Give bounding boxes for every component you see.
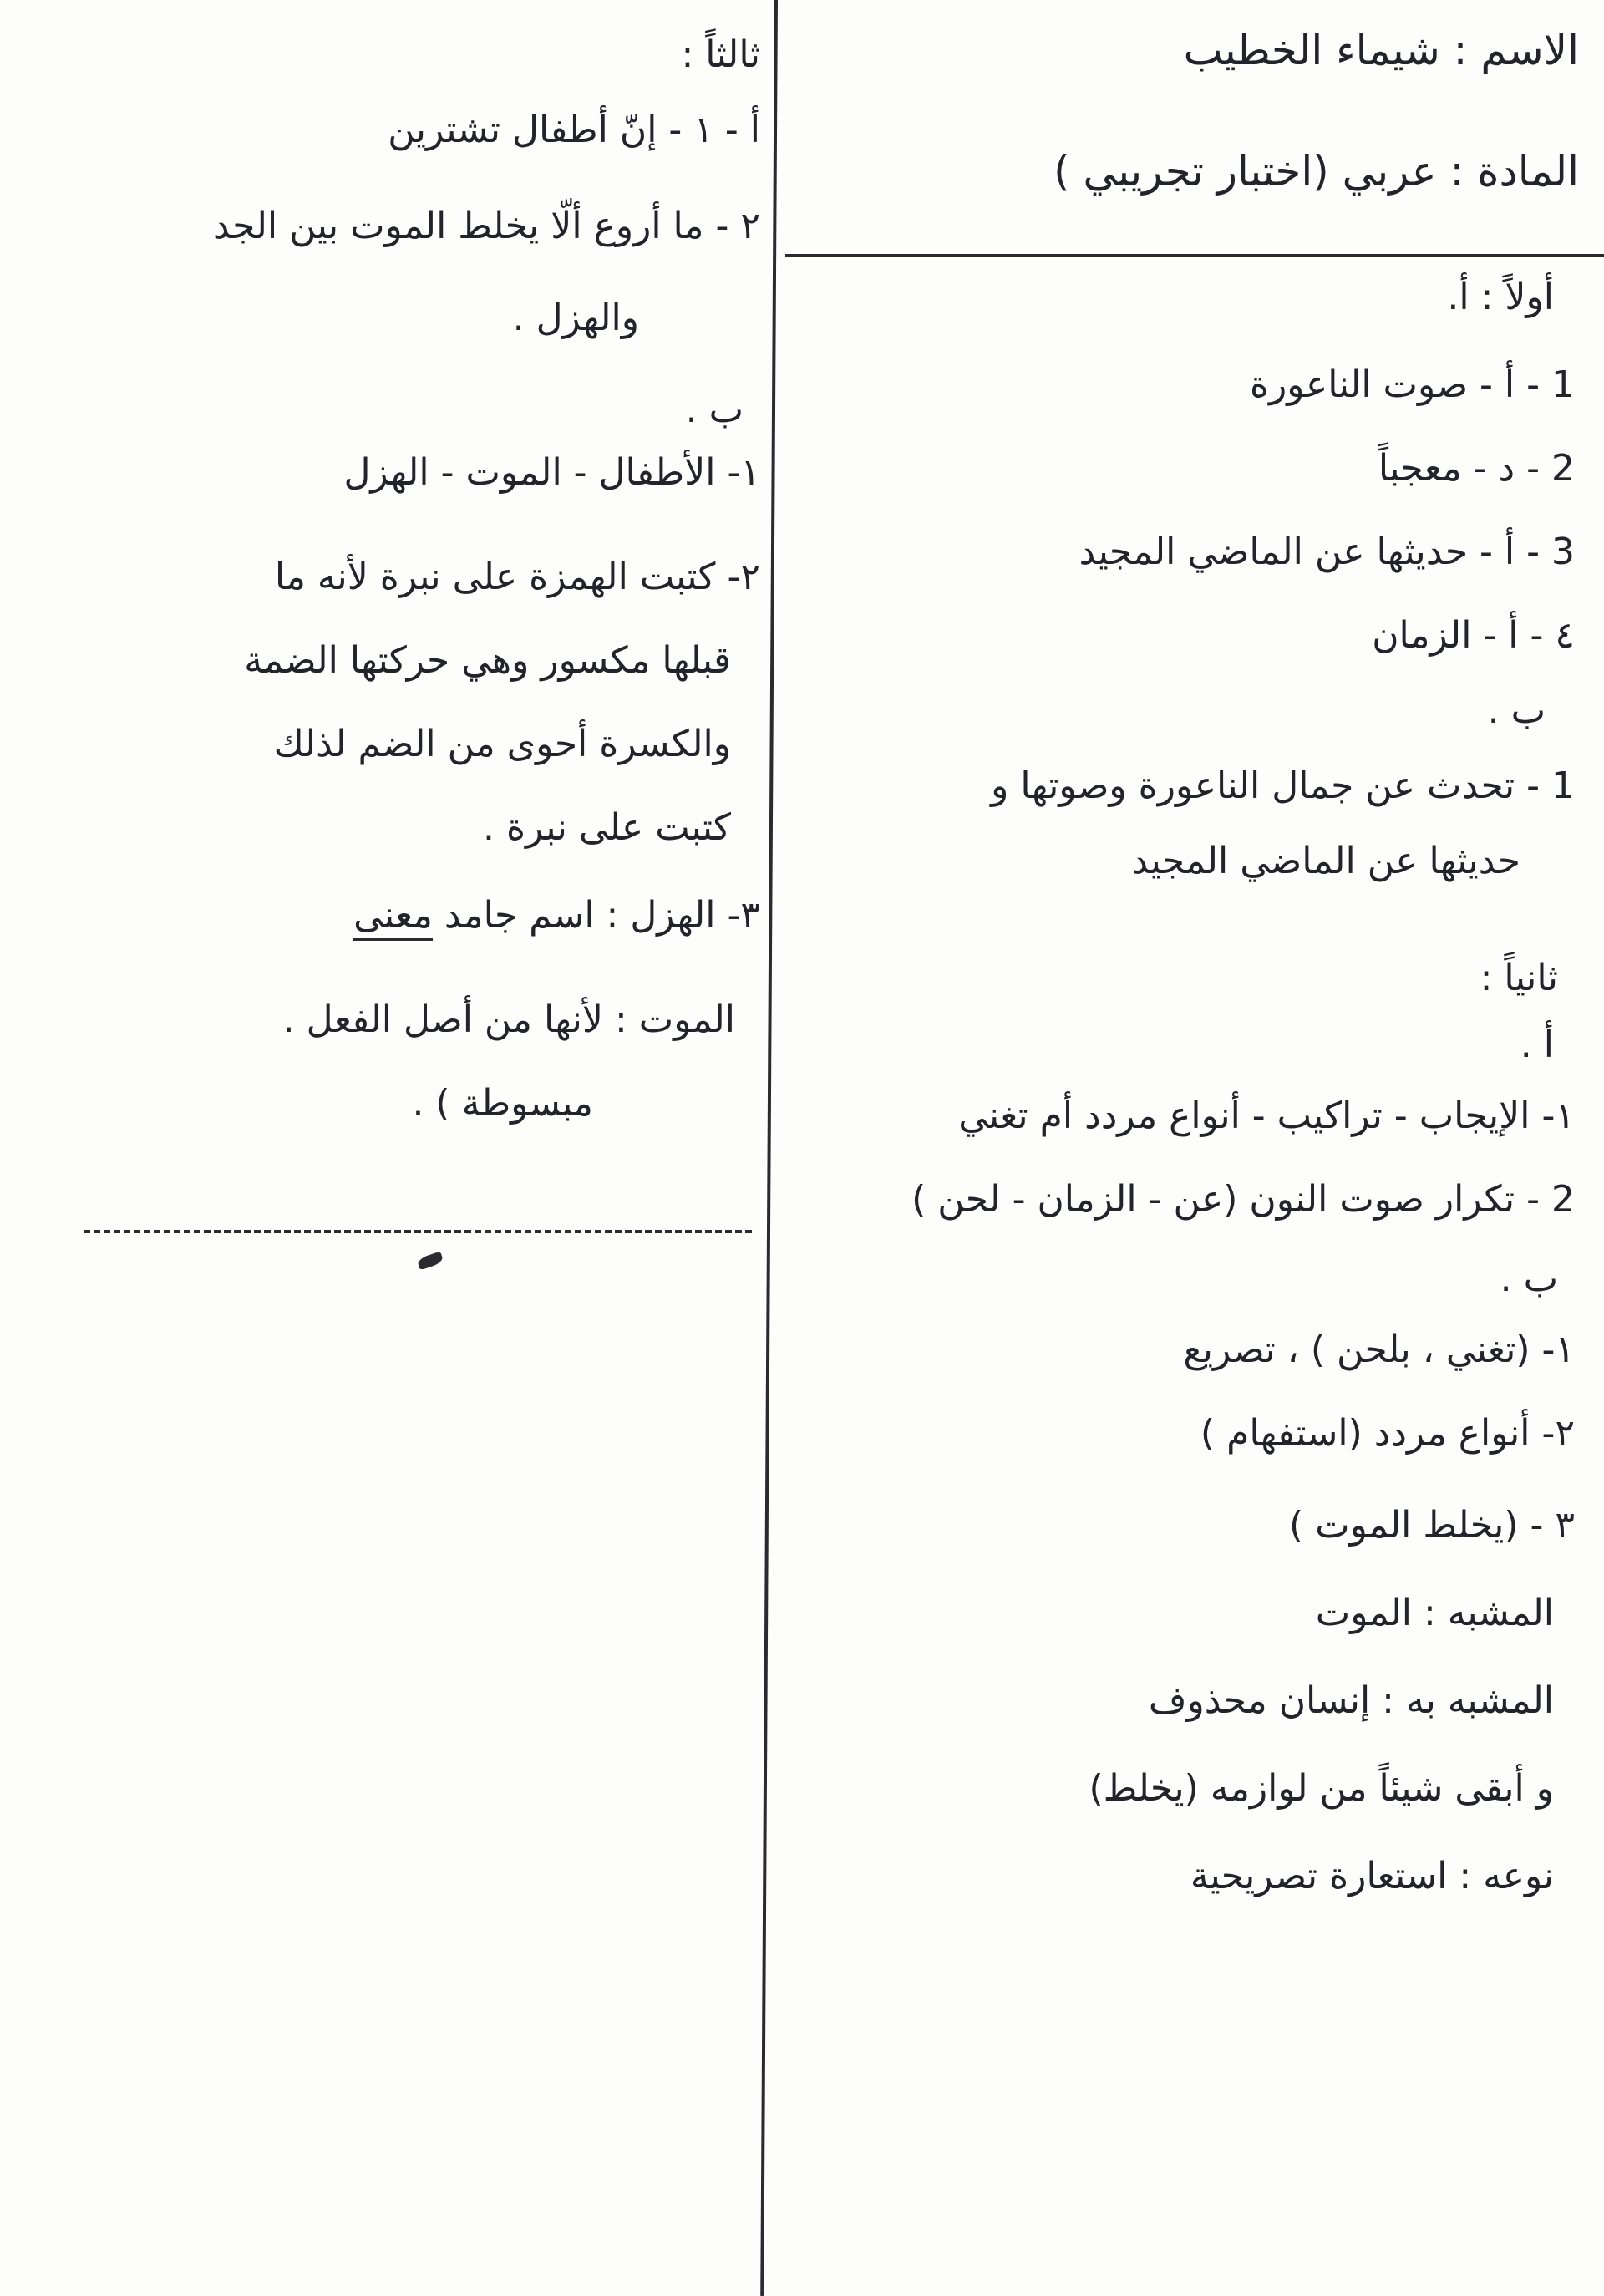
third-b3-text: ٣- الهزل : اسم جامد xyxy=(444,894,760,937)
second-b3: ٣ - (يخلط الموت ) xyxy=(1289,1504,1575,1547)
third-b2-line4: كتبت على نبرة . xyxy=(483,806,731,849)
third-b3-line1 xyxy=(353,894,760,938)
metaphor-type: نوعه : استعارة تصريحية xyxy=(1190,1855,1554,1897)
first-q4: ٤ - أ - الزمان xyxy=(1372,614,1575,657)
second-a-heading: أ . xyxy=(1520,1024,1554,1066)
second-a2: 2 - تكرار صوت النون (عن - الزمان - لحن ) xyxy=(911,1178,1575,1221)
third-b2-line1: ٢- كتبت الهمزة على نبرة لأنه ما xyxy=(274,556,760,598)
third-a2-line1: ٢ - ما أروع ألّا يخلط الموت بين الجد xyxy=(212,205,760,247)
third-b3-line2: الموت : لأنها من أصل الفعل . xyxy=(282,998,735,1041)
first-q1: 1 - أ - صوت الناعورة xyxy=(1249,363,1575,406)
first-q3: 3 - أ - حديثها عن الماضي المجيد xyxy=(1079,531,1575,573)
section-third-heading: ثالثاً : xyxy=(681,33,760,76)
end-dashed-line xyxy=(84,1230,752,1233)
third-a1: أ - ١ - إنّ أطفال تشترين xyxy=(388,109,760,151)
second-a1: ١- الإيجاب - تراكيب - أنواع مردد أم تغني xyxy=(958,1095,1575,1137)
first-b-answer-line2: حديثها عن الماضي المجيد xyxy=(1131,840,1520,882)
second-b-heading: ب . xyxy=(1500,1257,1558,1300)
student-name: الاسم : شيماء الخطيب xyxy=(1183,26,1579,74)
metaphor-retained: و أبقى شيئاً من لوازمه (يخلط) xyxy=(1089,1767,1554,1810)
subject-line: المادة : عربي (اختبار تجريبي ) xyxy=(1053,147,1579,196)
third-b2-line2: قبلها مكسور وهي حركتها الضمة xyxy=(244,639,731,682)
metaphor-object: المشبه به : إنسان محذوف xyxy=(1148,1679,1554,1722)
first-q2: 2 - د - معجباً xyxy=(1378,447,1575,490)
third-b3-line3: مبسوطة ) . xyxy=(412,1082,593,1125)
second-b2: ٢- أنواع مردد (استفهام ) xyxy=(1200,1412,1575,1455)
header-divider xyxy=(785,254,1604,257)
third-a2-line2: والهزل . xyxy=(512,297,639,339)
first-b-heading: ب . xyxy=(1487,689,1546,732)
section-second-heading: ثانياً : xyxy=(1480,957,1558,999)
third-b-heading: ب . xyxy=(685,389,744,431)
pen-scribble xyxy=(417,1252,444,1271)
third-b1: ١- الأطفال - الموت - الهزل xyxy=(343,451,760,494)
metaphor-subject: المشبه : الموت xyxy=(1315,1592,1554,1634)
vertical-divider xyxy=(760,0,778,2296)
third-b2-line3: والكسرة أحوى من الضم لذلك xyxy=(273,723,731,765)
section-first-heading: أولاً : أ. xyxy=(1447,276,1554,318)
second-b1: ١- (تغني ، بلحن ) ، تصريع xyxy=(1183,1328,1575,1371)
third-b3-underlined-word: معنى xyxy=(353,894,433,941)
first-b-answer-line1: 1 - تحدث عن جمال الناعورة وصوتها و xyxy=(991,764,1575,807)
